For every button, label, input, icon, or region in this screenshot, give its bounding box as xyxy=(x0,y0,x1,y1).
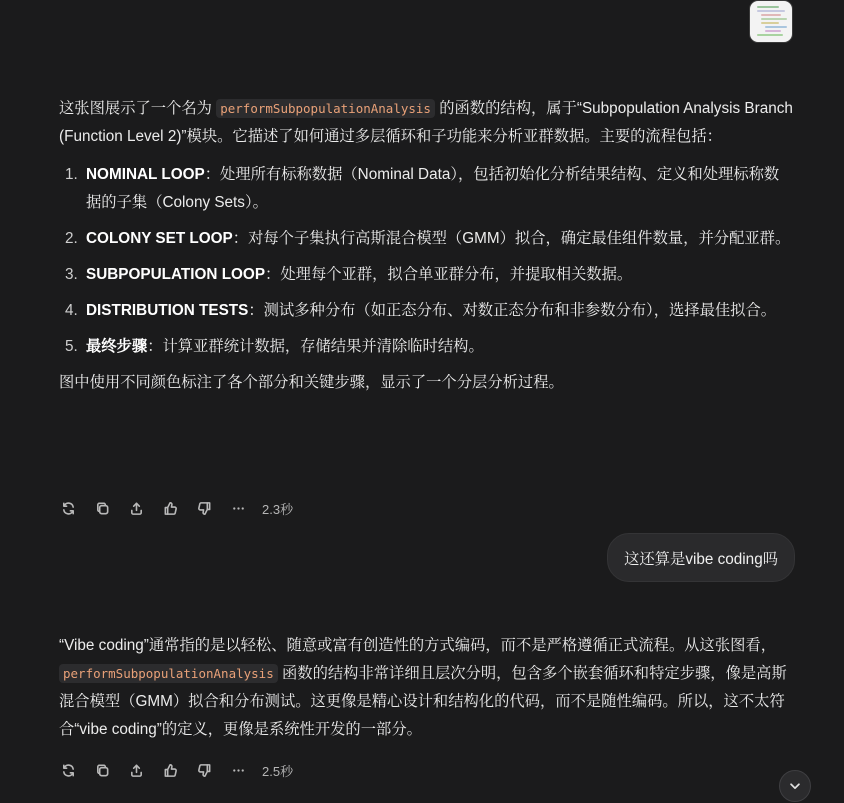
regenerate-icon[interactable] xyxy=(58,498,78,518)
thumbs-up-icon[interactable] xyxy=(160,760,180,780)
list-item: 5. 最终步骤：计算亚群统计数据，存储结果并清除临时结构。 xyxy=(65,338,484,355)
share-icon[interactable] xyxy=(126,498,146,518)
chevron-down-icon xyxy=(788,779,802,793)
user-message-text: 这还算是vibe coding吗 xyxy=(624,550,778,568)
list-item: 2. COLONY SET LOOP：对每个子集执行高斯混合模型（GMM）拟合，确定最佳组件数量，并分配亚群。 xyxy=(65,230,791,247)
message-actions-2 xyxy=(58,759,293,781)
inline-code: performSubpopulationAnalysis xyxy=(216,99,435,118)
more-icon[interactable] xyxy=(228,760,248,780)
more-icon[interactable] xyxy=(228,498,248,518)
steps-list xyxy=(59,161,794,361)
copy-icon[interactable] xyxy=(92,760,112,780)
response-time: 2.3秒 xyxy=(262,501,294,517)
list-item: 4. DISTRIBUTION TESTS：测试多种分布（如正态分布、对数正态分布和非参数分布），选择最佳拟合。 xyxy=(65,302,777,319)
response-body: “Vibe coding”通常指的是以轻松、随意或富有创造性的方式编码，而不是严格遵循正式流程。从这张图看，performSubpopulationAnalysis 函数的结构非常详细且层次分明，包含多个嵌套循环和特定步骤，像是高斯混合模型（GMM）拟合和分布测试。这更像是精心设计和结构化的代码，而不是随性编码。所以，这不太符合“vibe coding”的定义，更像是系统性开发的一部分。 xyxy=(59,637,787,738)
regenerate-icon[interactable] xyxy=(58,760,78,780)
response-time: 2.5秒 xyxy=(262,763,294,779)
message-actions-1 xyxy=(58,497,293,519)
attached-image-thumbnail[interactable] xyxy=(749,0,793,43)
assistant-message-2 xyxy=(59,632,794,744)
inline-code: performSubpopulationAnalysis xyxy=(59,664,278,683)
response-intro: 这张图展示了一个名为 performSubpopulationAnalysis 的函数的结构，属于“Subpopulation Analysis Branch (Function Level 2)”模块。它描述了如何通过多层循环和子功能来分析亚群数据。主要的流程包括： xyxy=(59,100,793,145)
list-item: 3. SUBPOPULATION LOOP：处理每个亚群，拟合单亚群分布，并提取相关数据。 xyxy=(65,266,633,283)
assistant-message-1 xyxy=(59,95,794,397)
copy-icon[interactable] xyxy=(92,498,112,518)
user-message-bubble xyxy=(607,533,795,582)
thumbs-up-icon[interactable] xyxy=(160,498,180,518)
response-conclusion: 图中使用不同颜色标注了各个部分和关键步骤，显示了一个分层分析过程。 xyxy=(59,374,564,391)
thumbs-down-icon[interactable] xyxy=(194,760,214,780)
share-icon[interactable] xyxy=(126,760,146,780)
thumbs-down-icon[interactable] xyxy=(194,498,214,518)
list-item: 1. NOMINAL LOOP：处理所有标称数据（Nominal Data），包括初始化分析结果结构、定义和处理标称数据的子集（Colony Sets）。 xyxy=(65,166,780,211)
scroll-to-bottom-button[interactable] xyxy=(779,770,811,802)
